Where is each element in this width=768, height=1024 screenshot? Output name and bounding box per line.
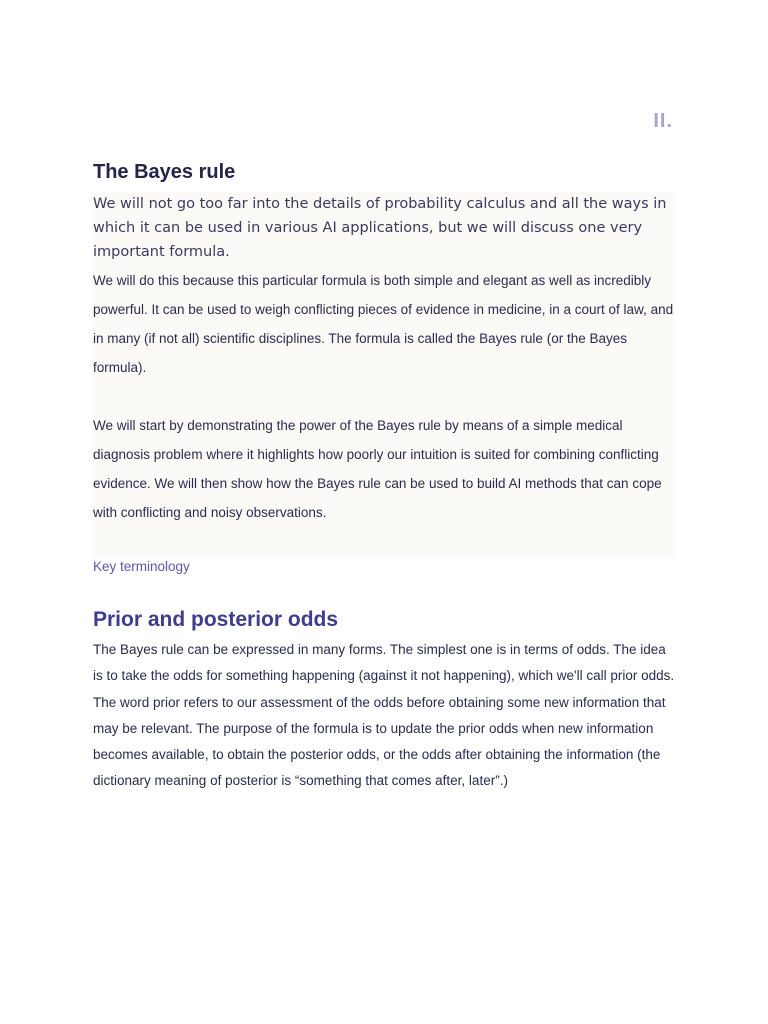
paragraph-spacer bbox=[93, 382, 675, 411]
body-paragraph-1: We will do this because this particular formula is both simple and elegant as well as incredibly powerful. It can be used to weigh conflicting pieces of evidence in medicine, in a court of law, and in many (if not all) scientific disciplines. The formula is called the Bayes rule (or the Bayes formula). bbox=[93, 273, 674, 375]
intro-box bbox=[93, 192, 675, 557]
lead-paragraph: We will not go too far into the details of probability calculus and all the ways in which it can be used in various AI applications, but we will discuss one very important formula. bbox=[93, 196, 667, 260]
subsection-title: Prior and posterior odds bbox=[93, 608, 339, 631]
key-terminology-link[interactable]: Key terminology bbox=[93, 559, 190, 574]
subsection-paragraph: The Bayes rule can be expressed in many forms. The simplest one is in terms of odds. The idea is to take the odds for something happening (against it not happening), which we'll call prior odds. The word prior refers to our assessment of the odds before obtaining some new information that may be relevant. The purpose of the formula is to update the prior odds when new information becomes available, to obtain the posterior odds, or the odds after obtaining the information (the dictionary meaning of posterior is “something that comes after, later”.) bbox=[93, 642, 675, 789]
page-number: II. bbox=[653, 110, 673, 132]
document-content bbox=[93, 158, 675, 795]
section-title: The Bayes rule bbox=[93, 161, 236, 183]
body-paragraph-2: We will start by demonstrating the power of the Bayes rule by means of a simple medical diagnosis problem where it highlights how poorly our intuition is suited for combining conflicting evidence. We will then show how the Bayes rule can be used to build AI methods that can cope with conflicting and noisy observations. bbox=[93, 418, 662, 520]
